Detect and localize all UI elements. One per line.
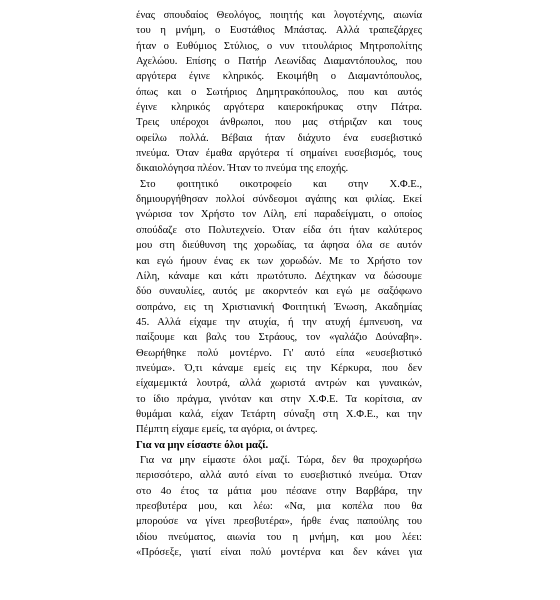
text-line: έγινε κληρικός αργότερα καιεροκήρυκας στην Πάτρα. (136, 102, 422, 114)
text-line: μπορούσε να γίνει πρεσβυτέρα», ήρθε ένας παπούλης του (136, 516, 422, 528)
text-line: ένας σπουδαίος Θεολόγος, ποιητής και λογοτέχνης, αιωνία (136, 10, 422, 21)
text-line: ιδίου πνεύματος, αιωνία του η μνήμη, και μου λέει: (136, 531, 422, 543)
text-line: αργότερα έγινε κληρικός. Εκοιμήθη ο Διαμαντόπουλος, (136, 71, 422, 83)
text-line: Πέμπτη είχαμε εμείς, τα αγόρια, οι άντρες. (136, 424, 318, 436)
text-line: Αχελώου. Επίσης ο Πατήρ Λεωνίδας Διαμαντόπουλος, που (136, 56, 422, 68)
text-line: «Πρόσεξε, γιατί είναι πολύ μοντέρνα και δεν κάνει για (136, 547, 422, 559)
text-line: Στο φοιτητικό οικοτροφείο και στην Χ.Φ.Ε., (140, 178, 422, 190)
paragraph (136, 453, 422, 560)
text-line: δικαιολόγησα πλέον. Ήταν το πνεύμα της εποχής. (136, 163, 349, 175)
text-line: παίξουμε και βαλς του Στράους, τον «γαλάζιο Δούναβη». (136, 332, 422, 344)
paragraph (136, 177, 422, 438)
text-line: γνώρισα τον Χρήστο τον Λίλη, επί παραδείγματι, ο οποίος (136, 209, 422, 221)
text-line: οφείλω πολλά. Βέβαια ήταν διάχυτο ένα ευσεβιστικό (136, 132, 422, 144)
text-line: δύο συναυλίες, αυτός με ακορντεόν και εγώ με σαξόφωνο (136, 286, 422, 298)
document-page (136, 8, 422, 560)
text-line: πνεύμα. Όταν έμαθα αργότερα τί σημαίνει ευσεβισμός, τους (136, 148, 422, 160)
text-line: Θεωρήθηκε πολύ μοντέρνο. Γι' αυτό είπα «ευσεβιστικό (136, 347, 422, 359)
text-line: σοπράνο, εις τη Χριστιανική Φοιτητική Ένωση, Ακαδημίας (136, 301, 422, 313)
text-line: περισσότερο, αλλά αυτό είναι το ευσεβιστικό πνεύμα. Όταν (136, 470, 422, 482)
text-line: στο 4ο έτος τα μάτια μου πέσανε στην Βαρβάρα, την (136, 485, 422, 497)
text-line: του η μνήμη, ο Ευστάθιος Μπάστας. Αλλά τραπεζάρχες (136, 25, 422, 37)
section-heading: Για να μην είσαστε όλοι μαζί. (136, 439, 269, 451)
text-line: το ίδιο πράγμα, γινόταν και στην Χ.Φ.Ε. Τα κορίτσια, αν (136, 393, 422, 405)
text-line: Τρεις υπέροχοι άνθρωποι, που μας στήριζαν και τους (136, 117, 422, 129)
text-line: 45. Αλλά είχαμε την ατυχία, ή την ατυχή έμπνευση, να (136, 316, 422, 328)
text-line: θυμάμαι καλά, είχαν Τετάρτη σύναξη στη Χ.Φ.Ε., και την (136, 408, 422, 420)
text-line: ήταν ο Ευθύμιος Στύλιος, ο νυν τιτουλάριος Μητροπολίτης (136, 40, 422, 52)
text-line: είχαμεμικτά λουτρά, αλλά χωριστά αντρών και γυναικών, (136, 378, 422, 390)
text-line: μου στη διεύθυνση της χορωδίας, τα άφησα όλα σε αυτόν (136, 240, 422, 252)
text-line: σπούδαζε στο Πολυτεχνείο. Όταν είδα ότι ήταν καλύτερος (136, 224, 422, 236)
text-line: Λίλη, κάναμε και κάτι πρωτότυπο. Δέχτηκαν να δώσουμε (136, 270, 422, 282)
text-line: πνεύμα». Ό,τι κάναμε εμείς εις την Κέρκυρα, που δεν (136, 362, 422, 374)
text-line: πρεσβυτέρα μου, και λέω: «Να, μια κοπέλα που θα (136, 501, 422, 512)
text-line: Για να μην είμαστε όλοι μαζί. Τώρα, δεν θα προχωρήσω (140, 454, 422, 466)
text-line: και εγώ ήμουν ένας εκ των χορωδών. Με το Χρήστο τον (136, 255, 422, 267)
paragraph (136, 8, 422, 177)
text-line: όπως και ο Σωτήριος Δημητρακόπουλος, που και αυτός (136, 86, 422, 98)
text-line: δημιουργήθησαν πολλοί σύνδεσμοι αγάπης και φιλίας. Εκεί (136, 194, 422, 206)
